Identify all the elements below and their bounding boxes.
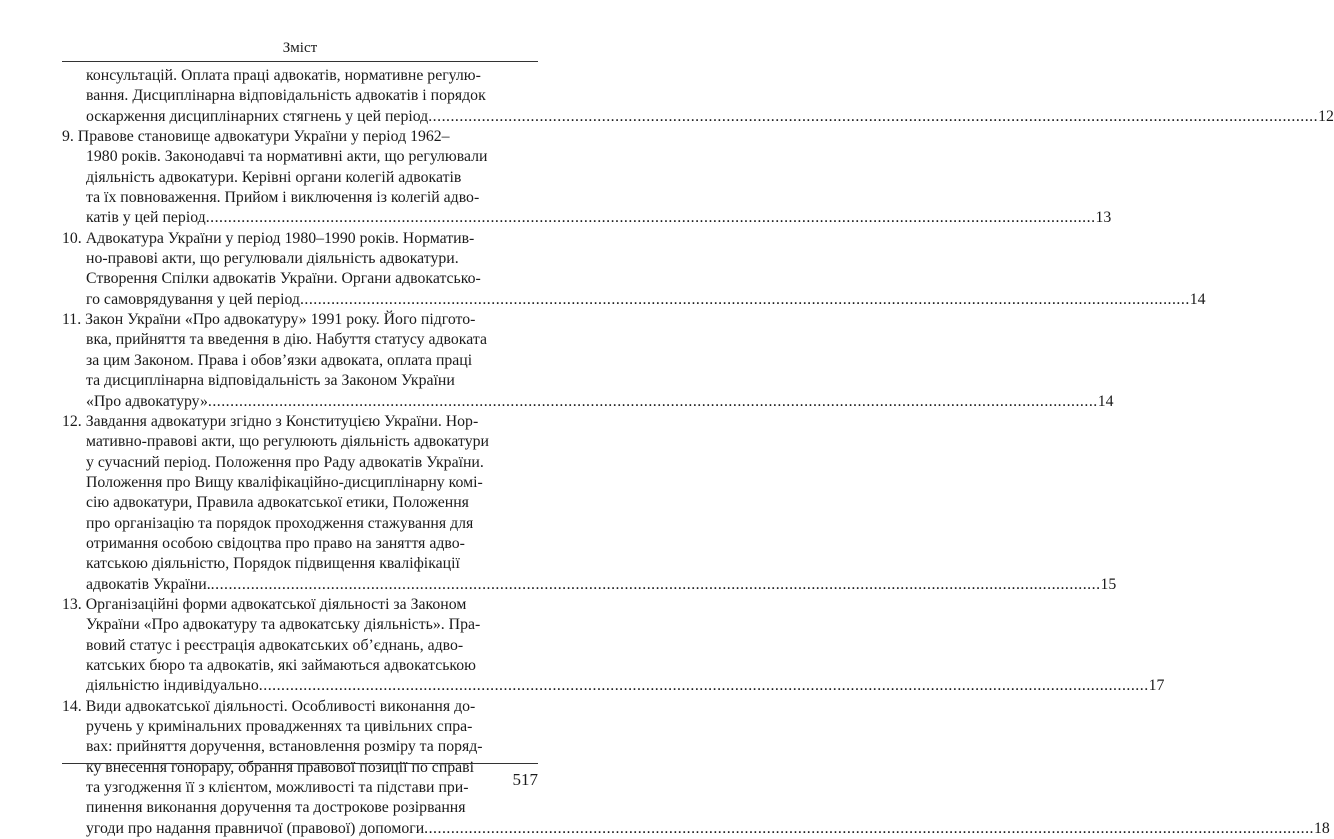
- toc-page-number: 18: [1314, 819, 1330, 837]
- toc-entry-line: 13. Організаційні форми адвокатської діяльності за Законом: [62, 595, 467, 613]
- dot-leader: ........................................................................................................................................................................................................: [428, 107, 1319, 125]
- toc-entry-line: «Про адвокатуру»: [86, 392, 208, 410]
- toc-page-number: 14: [1189, 290, 1206, 308]
- toc-entry-line: Створення Спілки адвокатів України. Органи адвокатсько-: [86, 270, 481, 288]
- toc-entry: [62, 229, 1206, 310]
- toc-page-number: 17: [1148, 677, 1165, 695]
- toc-entry-last-line: [62, 290, 1206, 310]
- running-header: Зміст: [282, 40, 318, 56]
- footer-rule: [62, 763, 538, 764]
- toc-entry-line: катів у цей період: [86, 209, 206, 227]
- toc-page-number: 13: [1095, 209, 1112, 227]
- dot-leader: ........................................................................................................................................................................................................: [210, 575, 1101, 593]
- toc-entry-line: пинення виконання доручення та дострокове розірвання: [86, 799, 466, 817]
- page-number: 517: [512, 770, 538, 789]
- toc-entry-line: 10. Адвокатура України у період 1980–1990 років. Норматив-: [62, 229, 475, 247]
- toc-entry-line: угоди про надання правничої (правової) допомоги: [86, 819, 425, 837]
- toc-entry: [62, 127, 1112, 229]
- toc-entry-line: діяльністю індивідуально: [86, 677, 259, 695]
- toc-entry-line: України «Про адвокатуру та адвокатську діяльність». Пра-: [86, 616, 481, 634]
- header-rule: [62, 61, 538, 62]
- toc-entry-last-line: [62, 676, 1165, 696]
- toc-entry-line: ку внесення гонорару, обрання правової позиції по справі: [86, 758, 475, 776]
- toc-page-number: 15: [1100, 575, 1117, 593]
- toc-entry: [62, 697, 1330, 839]
- toc-entry-line: вовий статус і реєстрація адвокатських об’єднань, адво-: [86, 636, 464, 654]
- toc-entry: [62, 412, 1117, 595]
- toc-entry-line: вання. Дисциплінарна відповідальність адвокатів і порядок: [86, 87, 486, 105]
- toc-entry-line: 14. Види адвокатської діяльності. Особливості виконання до-: [62, 697, 476, 715]
- toc-entry-line: вка, прийняття та введення в дію. Набуття статусу адвоката: [86, 331, 487, 349]
- toc-entry-line: катською діяльністю, Порядок підвищення кваліфікації: [86, 555, 460, 573]
- dot-leader: ........................................................................................................................................................................................................: [207, 392, 1098, 410]
- toc-entry-line: мативно-правові акти, що регулюють діяльність адвокатури: [86, 433, 489, 451]
- toc-entry-last-line: [62, 575, 1117, 595]
- dot-leader: ........................................................................................................................................................................................................: [299, 290, 1190, 308]
- toc-entry-line: отримання особою свідоцтва про право на заняття адво-: [86, 534, 465, 552]
- toc-entry-line: 11. Закон України «Про адвокатуру» 1991 року. Його підгото-: [62, 311, 476, 329]
- toc-entry-line: та узгодження її з клієнтом, можливості та підстави при-: [86, 779, 469, 797]
- toc-entry: [62, 66, 1334, 127]
- toc-entry-line: адвокатів України.: [86, 575, 211, 593]
- toc-entry: [62, 595, 1165, 697]
- toc-entry-line: у сучасний період. Положення про Раду адвокатів України.: [86, 453, 484, 471]
- toc-entry-line: та дисциплінарна відповідальність за Законом України: [86, 372, 455, 390]
- toc-entry-line: Положення про Вищу кваліфікаційно-дисциплінарну комі-: [86, 473, 483, 491]
- table-of-contents: [62, 66, 1334, 839]
- toc-entry-last-line: [62, 107, 1334, 127]
- toc-entry-line: но-правові акти, що регулювали діяльність адвокатури.: [86, 250, 459, 268]
- toc-entry-last-line: [62, 392, 1114, 412]
- toc-page-number: 14: [1097, 392, 1114, 410]
- toc-entry-line: діяльність адвокатури. Керівні органи колегій адвокатів: [86, 168, 462, 186]
- toc-entry-line: про організацію та порядок проходження стажування для: [86, 514, 474, 532]
- dot-leader: ........................................................................................................................................................................................................: [424, 819, 1314, 837]
- toc-entry-line: 9. Правове становище адвокатури України у період 1962–: [62, 128, 450, 146]
- toc-entry-line: катських бюро та адвокатів, які займаються адвокатською: [86, 656, 476, 674]
- toc-entry-line: та їх повноваження. Прийом і виключення із колегій адво-: [86, 189, 480, 207]
- toc-entry-line: го самоврядування у цей період: [86, 290, 300, 308]
- toc-entry-line: 12. Завдання адвокатури згідно з Конституцією України. Нор-: [62, 412, 479, 430]
- toc-entry-line: 1980 років. Законодавчі та нормативні акти, що регулювали: [86, 148, 488, 166]
- toc-entry-line: ручень у кримінальних провадженнях та цивільних спра-: [86, 718, 473, 735]
- toc-entry-line: вах: прийняття доручення, встановлення розміру та поряд-: [86, 738, 483, 756]
- toc-page-number: 12: [1318, 107, 1334, 125]
- dot-leader: ........................................................................................................................................................................................................: [205, 209, 1096, 227]
- toc-entry-line: консультацій. Оплата праці адвокатів, нормативне регулю-: [86, 67, 481, 84]
- dot-leader: ........................................................................................................................................................................................................: [258, 677, 1149, 695]
- toc-entry-line: сію адвокатури, Правила адвокатської етики, Положення: [86, 494, 469, 512]
- toc-entry-line: за цим Законом. Права і обов’язки адвоката, оплата праці: [86, 351, 473, 369]
- toc-entry-last-line: [62, 208, 1112, 228]
- toc-entry: [62, 310, 1114, 412]
- toc-entry-line: оскарження дисциплінарних стягнень у цей період: [86, 107, 429, 125]
- toc-entry-last-line: [62, 819, 1330, 839]
